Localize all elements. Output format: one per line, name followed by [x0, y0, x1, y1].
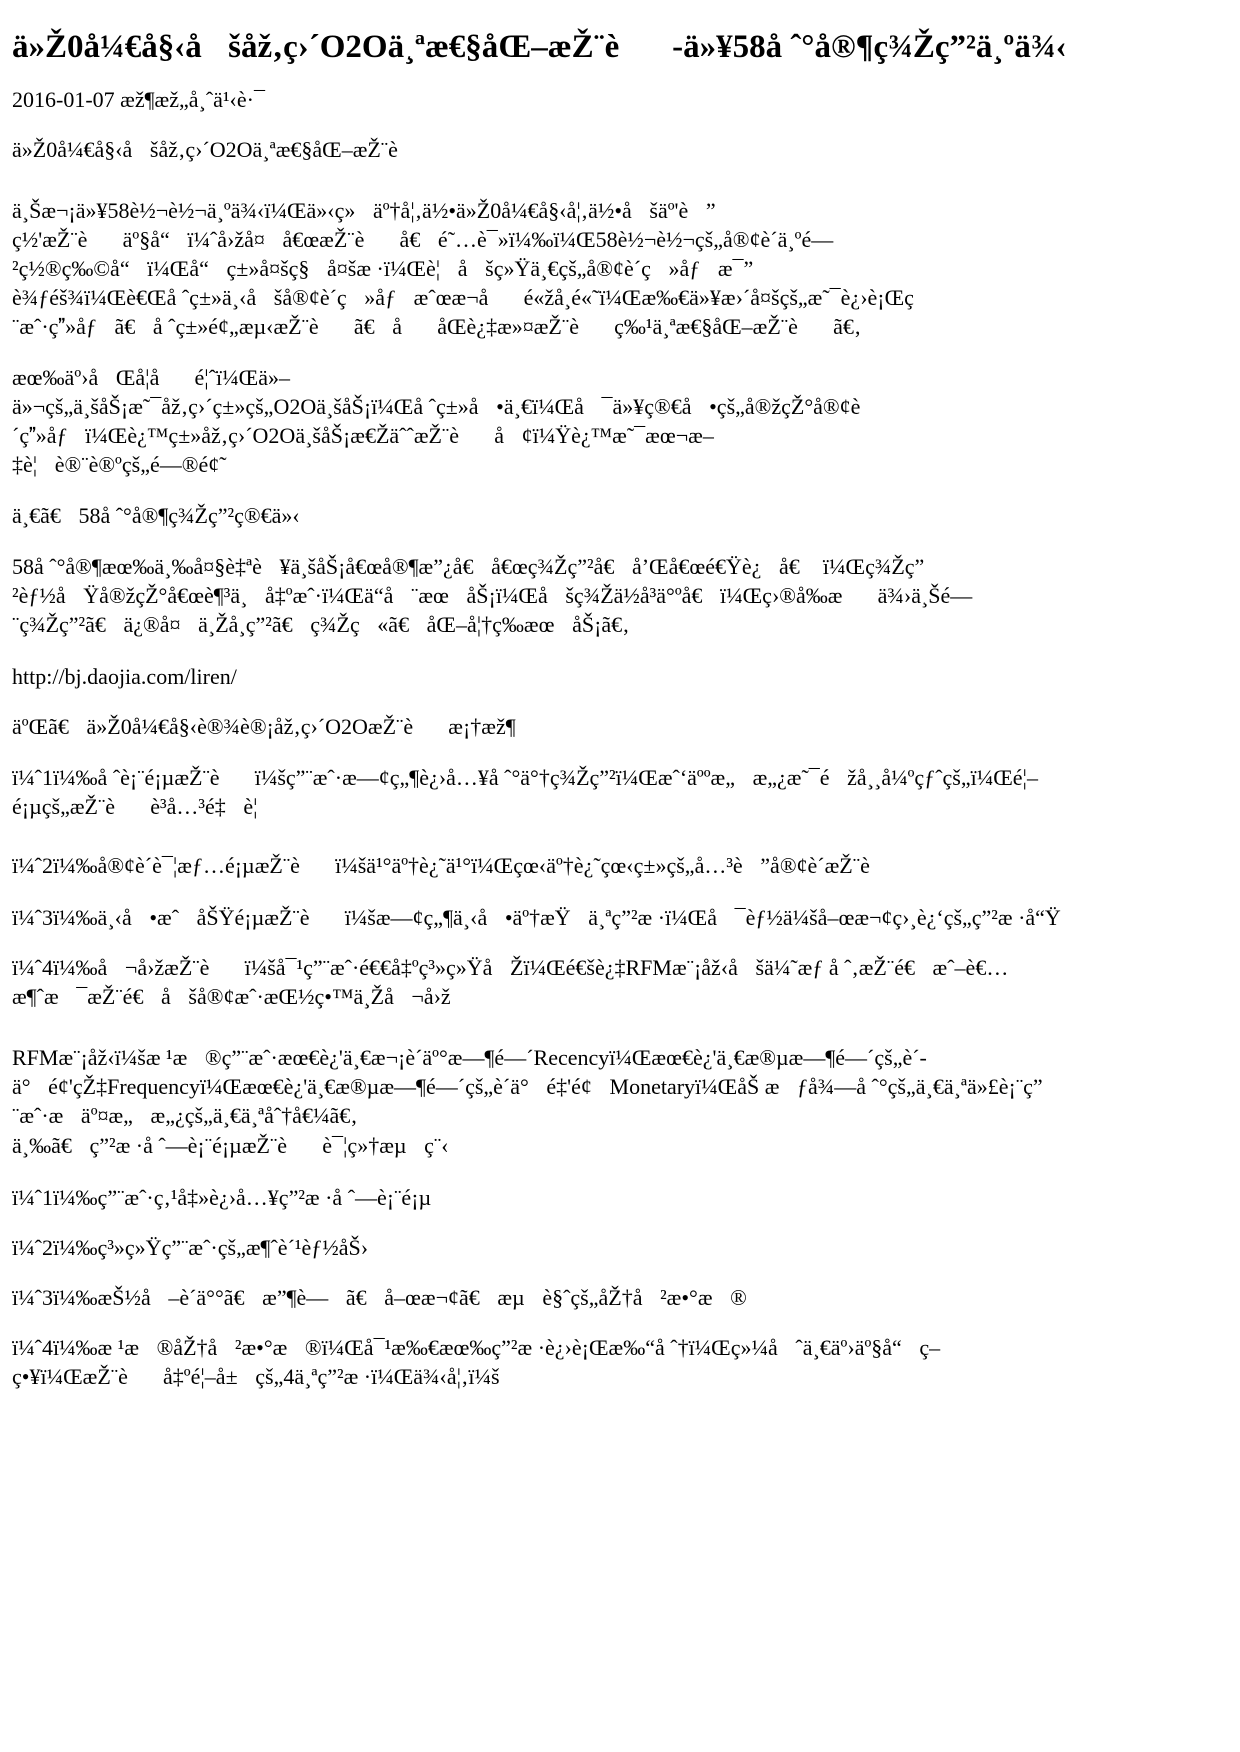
paragraph — [12, 363, 1217, 479]
paragraph-line: é¡µçš„æŽ¨èè³å…³é‡è¦ — [12, 794, 276, 819]
paragraph-line: ï¼ˆ4ï¼‰å¬å›žæŽ¨èï¼šå¯¹ç”¨æˆ·é€€å‡ºç³»ç»ŸåŽï¼Œé€šè¿‡RFMæ¨¡åž‹åšä¼˜æƒ å ˆ‚æŽ¨é€æˆ–è€… — [12, 955, 1009, 980]
paragraph — [12, 1131, 1217, 1160]
paragraph — [12, 1333, 1217, 1391]
paragraph-line: ï¼ˆ3ï¼‰ä¸‹å•æˆåŠŸé¡µæŽ¨èï¼šæ—¢ç„¶ä¸‹å•äº†æŸä¸ªç”²æ ·ï¼Œå¯èƒ½ä¼šå–œæ¬¢ç›¸è¿‘çš„ç”²æ ·å“Ÿ — [12, 905, 1061, 930]
paragraph-line: è¾ƒéš¾ï¼Œè€Œå ˆç±»ä¸‹åšå®¢è´ç»åƒæˆœæ¬åé«žå¸é«˜ï¼Œæ‰€ä»¥æ›´å¤šçš„æ˜¯è¿›è¡Œç — [12, 285, 914, 310]
paragraph-line: 58å ˆ°å®¶æœ‰ä¸‰å¤§è‡ªè¥ä¸šåŠ¡å€œå®¶æ”¿å€å€œç¾Žç”²å€å’Œå€œé€Ÿè¿å€ ï¼Œç¾Žç” — [12, 554, 925, 579]
paragraph — [12, 196, 1217, 341]
paragraph-line: äºŒã€ä»Ž0å¼€å§‹è®¾è®¡åž‚ç›´O2OæŽ¨èæ¡†æž¶ — [12, 714, 516, 739]
paragraph-line: ï¼ˆ4ï¼‰æ ¹æ®åŽ†å²æ•°æ®ï¼Œå¯¹æ‰€æœ‰ç”²æ ·è¿›è¡Œæ‰“å ˆ†ï¼Œç»¼åˆä¸€äº›äº§å“ç– — [12, 1335, 941, 1360]
paragraph-line: ï¼ˆ2ï¼‰å®¢è´è¯¦æƒ…é¡µæŽ¨èï¼šä¹°äº†è¿˜ä¹°ï¼Œçœ‹äº†è¿˜çœ‹ç±»çš„å…³è”å®¢è´æŽ¨è — [12, 853, 906, 878]
paragraph — [12, 1233, 1217, 1262]
paragraph-line: ï¼ˆ3ï¼‰æŠ½å–è´ä°°ã€æ”¶è—ã€å–œæ¬¢ã€æµè§ˆçš„åŽ†å²æ•°æ® — [12, 1285, 747, 1310]
paragraph — [12, 953, 1217, 1011]
paragraph — [12, 1183, 1217, 1212]
paragraph-line: ´ç»åƒï¼Œè¿™ç±»åž‚ç›´O2Oä¸šåŠ¡æ€ŽäˆˆæŽ¨èå¢ï¼Ÿè¿™æ˜¯æœ¬æ– — [12, 423, 714, 448]
paragraph-line: RFMæ¨¡åž‹ï¼šæ ¹æ®ç”¨æˆ·æœ€è¿'ä¸€æ¬¡è´äº°æ—¶é—´Recencyï¼Œæœ€è¿'ä¸€æ®µæ—¶é—´çš„è´- — [12, 1045, 927, 1070]
paragraph — [12, 1283, 1217, 1312]
paragraph-line: ä¸€ã€58å ˆ°å®¶ç¾Žç”²ç®€ä»‹ — [12, 503, 300, 528]
paragraph-line: ¨ç¾Žç”²ã€ä¿®å¤ä¸Žå¸ç”²ã€ç¾Žç«ã€åŒ–å¦†ç‰æœåŠ¡ã€‚ — [12, 612, 630, 637]
paragraph-line: ¨æˆ·ç»åƒã€å ˆç±»é¢„æµ‹æŽ¨èã€ååŒè¿‡æ»¤æŽ¨èç‰¹ä¸ªæ€§åŒ–æŽ¨èã€‚ — [12, 314, 862, 339]
paragraph-line: ç•¥ï¼ŒæŽ¨èå‡ºé¦–å±çš„4ä¸ªç”²æ ·ï¼Œä¾‹å¦‚ï¼š — [12, 1364, 500, 1389]
paragraph-line: ï¼ˆ2ï¼‰ç³»ç»Ÿç”¨æˆ·çš„æ¶ˆè´¹èƒ½åŠ› — [12, 1235, 369, 1260]
paragraph-line: ä¸‰ã€ç”²æ ·å ˆ—è¡¨é¡µæŽ¨èè¯¦ç»†æµç¨‹ — [12, 1133, 449, 1158]
paragraph — [12, 135, 1217, 164]
paragraph-line: ‡è¦è®¨è®ºçš„é—®é¢˜ — [12, 452, 227, 477]
paragraph-line: ç½'æŽ¨èäº§å“ï¼ˆå›žå¤å€œæŽ¨èå€é˜…è¯»ï¼‰ï¼Œ58è½¬è½¬çš„å®¢è´ä¸ºé— — [12, 227, 834, 252]
paragraph-line: æœ‰äº›åŒå¦åé¦ˆï¼Œä»– — [12, 365, 290, 390]
paragraph — [12, 662, 1217, 691]
paragraph-line: ï¼ˆ1ï¼‰ç”¨æˆ·ç‚¹å‡»è¿›å…¥ç”²æ ·å ˆ—è¡¨é¡µ — [12, 1185, 432, 1210]
paragraph — [12, 552, 1217, 639]
paragraph — [12, 851, 1217, 880]
date-line: 2016-01-07 æž¶æž„å¸ˆä¹‹è·¯ — [12, 87, 265, 112]
paragraph-line: ²èƒ½åŸå®žçŽ°å€œè¶³ä¸å‡ºæˆ·ï¼Œä“å¨æœåŠ¡ï¼Œåšç¾Žä½å³ä°ºå€ï¼Œç›®å‰æä¾›ä¸Šé— — [12, 583, 973, 608]
paragraph — [12, 763, 1217, 821]
paragraph — [12, 712, 1217, 741]
paragraph-line: ä»¬çš„ä¸šåŠ¡æ˜¯åž‚ç›´ç±»çš„O2Oä¸šåŠ¡ï¼Œå ˆç±»å•ä¸€ï¼Œå¯ä»¥ç®€å•çš„å®žçŽ°å®¢è — [12, 394, 861, 419]
document-title: ä»Ž0å¼€å§‹åšåž‚ç›´O2Oä¸ªæ€§åŒ–æŽ¨è-ä»¥58å ˆ°å®¶ç¾Žç”²ä¸ºä¾‹ — [12, 29, 1067, 65]
paragraph-line: ä¸Šæ¬¡ä»¥58è½¬è½¬ä¸ºä¾‹ï¼Œä»‹ç»äº†å¦‚ä½•ä»Ž0å¼€å§‹å¦‚ä½•åšäº'è” — [12, 198, 716, 223]
paragraph-line: ¨æˆ·æäº¤æ„æ„¿çš„ä¸€ä¸ªåˆ†å€¼ã€‚ — [12, 1103, 358, 1128]
paragraph-line: http://bj.daojia.com/liren/ — [12, 664, 237, 689]
paragraph-line: ä»Ž0å¼€å§‹åšåž‚ç›´O2Oä¸ªæ€§åŒ–æŽ¨è — [12, 137, 434, 162]
paragraph-line: ï¼ˆ1ï¼‰å ˆè¡¨é¡µæŽ¨èï¼šç”¨æˆ·æ—¢ç„¶è¿›å…¥å ˆ°ä°†ç¾Žç”²ï¼Œæˆ‘äººæ„æ„¿æ˜¯éžå¸¸å¼ºçƒˆçš„ï¼Œé¦– — [12, 765, 1038, 790]
paragraph-line: ²ç½®ç‰©å“ï¼Œå“ç±»å¤šç§å¤šæ ·ï¼Œè¦åšç»Ÿä¸€çš„å®¢è´ç»åƒæ¯” — [12, 256, 754, 281]
paragraph — [12, 501, 1217, 530]
paragraph-line: ä°é¢'çŽ‡Frequencyï¼Œæœ€è¿'ä¸€æ®µæ—¶é—´çš„è´ä°é‡'é¢Monetaryï¼ŒåŠ æƒå¾—å ˆ°çš„ä¸€ä¸ªä»£è¡¨ç” — [12, 1074, 1043, 1099]
paragraph — [12, 1043, 1217, 1130]
paragraph — [12, 903, 1217, 932]
paragraph-line: æ¶ˆæ¯æŽ¨é€åšå®¢æˆ·æŒ½ç•™ä¸Žå¬å›ž — [12, 984, 451, 1009]
